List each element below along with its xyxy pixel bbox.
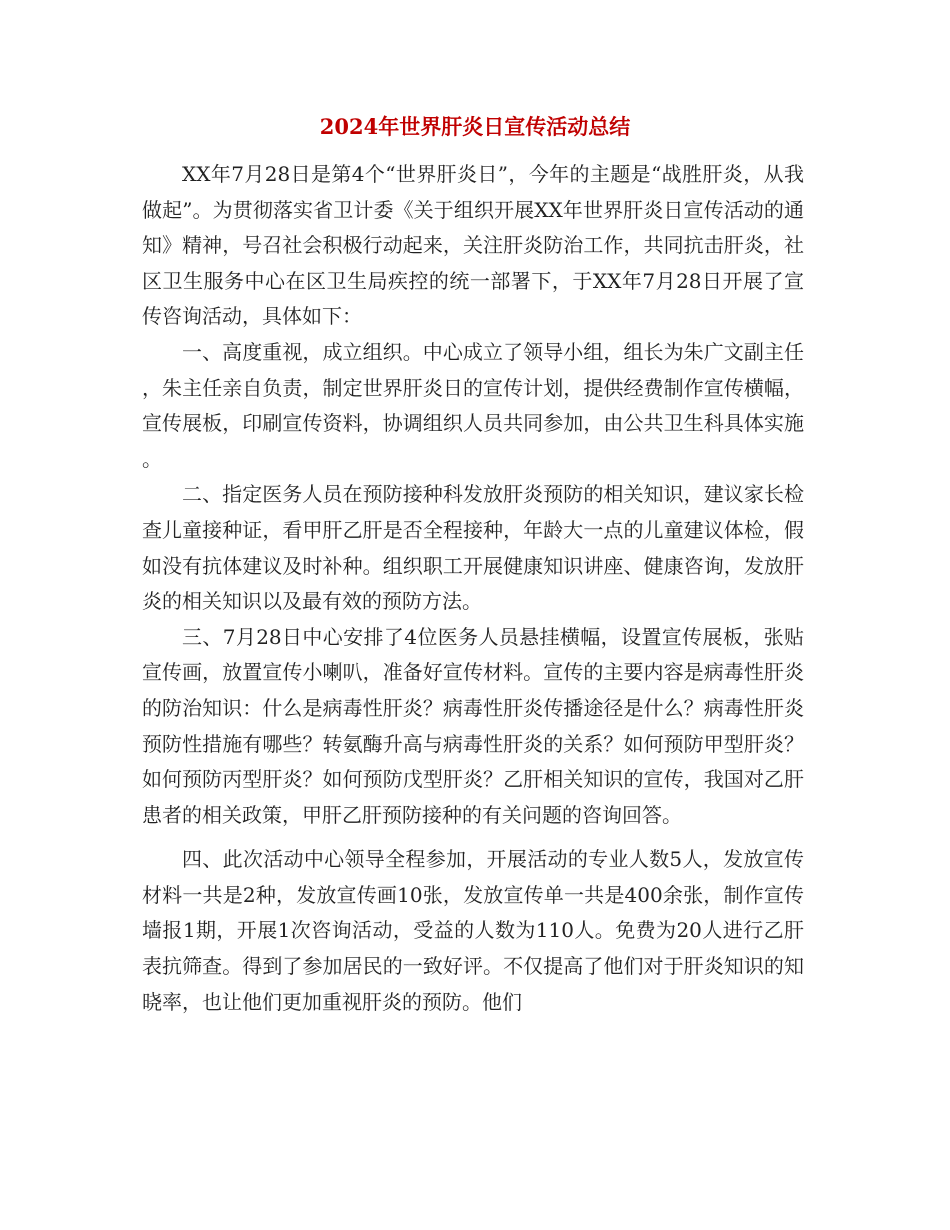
- paragraph-section-1: 一、高度重视，成立组织。中心成立了领导小组，组长为朱广文副主任，朱主任亲自负责，制定世界肝炎日的宣传计划，提供经费制作宣传横幅，宣传展板，印刷宣传资料，协调组织人员共同参加，由公共卫生科具体实施。: [142, 339, 804, 471]
- document-body: [142, 157, 804, 1020]
- document-title: 2024年世界肝炎日宣传活动总结: [319, 114, 631, 139]
- paragraph-section-2: 二、指定医务人员在预防接种科发放肝炎预防的相关知识，建议家长检查儿童接种证，看甲肝乙肝是否全程接种，年龄大一点的儿童建议体检，假如没有抗体建议及时补种。组织职工开展健康知识讲座、健康咨询，发放肝炎的相关知识以及最有效的预防方法。: [142, 482, 804, 614]
- paragraph-section-3: 三、7月28日中心安排了4位医务人员悬挂横幅，设置宣传展板，张贴宣传画，放置宣传小喇叭，准备好宣传材料。宣传的主要内容是病毒性肝炎的防治知识：什么是病毒性肝炎？病毒性肝炎传播途径是什么？病毒性肝炎预防性措施有哪些？转氨酶升高与病毒性肝炎的关系？如何预防甲型肝炎？如何预防丙型肝炎？如何预防戊型肝炎？乙肝相关知识的宣传，我国对乙肝患者的相关政策，甲肝乙肝预防接种的有关问题的咨询回答。: [142, 624, 804, 827]
- paragraph-section-4: 四、此次活动中心领导全程参加，开展活动的专业人数5人，发放宣传材料一共是2种，发放宣传画10张，发放宣传单一共是400余张，制作宣传墙报1期，开展1次咨询活动，受益的人数为110人。免费为20人进行乙肝表抗筛查。得到了参加居民的一致好评。不仅提高了他们对于肝炎知识的知晓率，也让他们更加重视肝炎的预防。他们: [142, 847, 804, 1014]
- paragraph-intro: XX年7月28日是第4个“世界肝炎日”，今年的主题是“战胜肝炎，从我做起”。为贯彻落实省卫计委《关于组织开展XX年世界肝炎日宣传活动的通知》精神，号召社会积极行动起来，关注肝炎防治工作，共同抗击肝炎，社区卫生服务中心在区卫生局疾控的统一部署下，于XX年7月28日开展了宣传咨询活动，具体如下：: [142, 162, 804, 329]
